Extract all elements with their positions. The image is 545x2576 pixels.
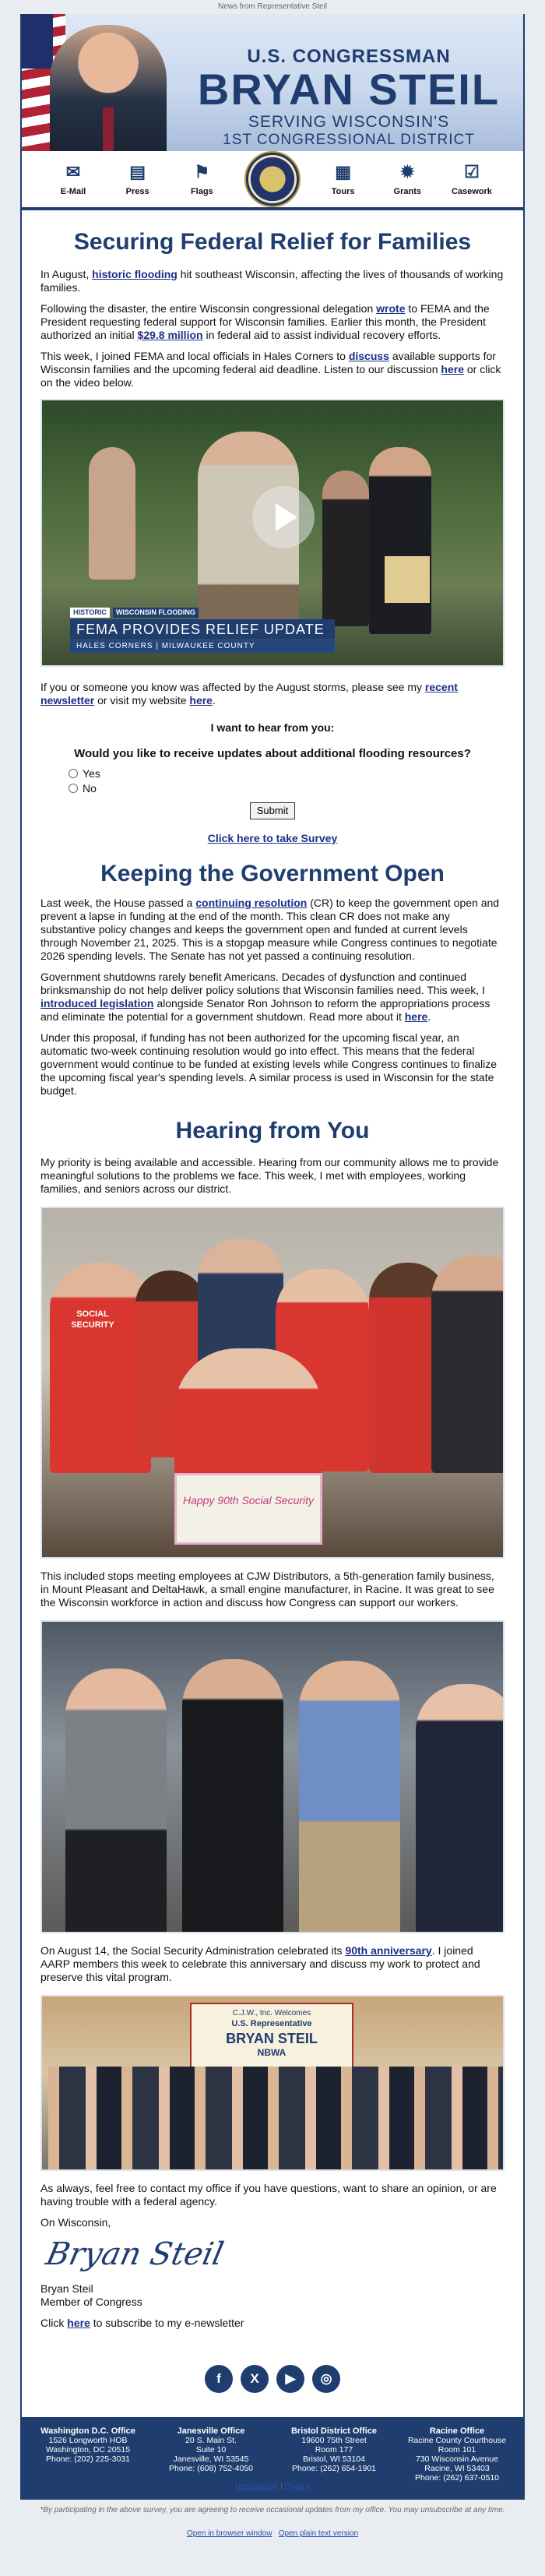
nav-tours[interactable]: ▦ Tours [322, 160, 365, 198]
video-subcaption: HALES CORNERS | MILWAUKEE COUNTY [70, 640, 335, 653]
radio-button[interactable] [69, 784, 78, 793]
open-browser-link[interactable]: Open in browser window [186, 2529, 272, 2538]
link-continuing-resolution[interactable]: continuing resolution [195, 896, 308, 909]
banner-title-line: U.S. CONGRESSMAN [247, 46, 451, 67]
paragraph: Last week, the House passed a continuing resolution (CR) to keep the government open and prevent a lapse in funding at the end of the month. This clean CR does not make any substantive policy changes and keeps the government open and funded at current levels through November 21, 2025. This is a stopgap measure while Congress continues to negotiate 2026 spending levels. The Senate has not yet passed a continuing resolution. [40, 896, 500, 962]
link-website-here[interactable]: here [189, 693, 213, 707]
section-title-hearing: Hearing from You [175, 1117, 370, 1144]
video-caption: FEMA PROVIDES RELIEF UPDATE [70, 619, 335, 640]
paragraph: In August, historic flooding hit southeast Wisconsin, affecting the lives of thousands of working families. [40, 267, 504, 294]
header-banner [22, 14, 523, 151]
link-wrote[interactable]: wrote [376, 301, 406, 315]
video-tag: HISTORIC [70, 608, 110, 618]
radio-button[interactable] [69, 769, 78, 778]
photo-factory-visit [40, 1620, 505, 1933]
welcome-sign: C.J.W., Inc. Welcomes U.S. Representative BRYAN STEIL NBWA [190, 2003, 353, 2071]
handwritten-signature: Bryan Steil [43, 2236, 227, 2273]
paragraph: Government shutdowns rarely benefit Americans. Decades of dysfunction and continued brinksmanship do not help deliver policy solutions that Wisconsin families need. This week, I introduced legislation alongside Senator Ron Johnson to reform the appropriations process and eliminate the potential for a government shutdown. Read more about it here. [40, 970, 490, 1023]
survey-option-yes[interactable]: Yes [69, 766, 505, 781]
link-discuss[interactable]: discuss [348, 349, 389, 362]
nav-flags[interactable]: ⚑ Flags [180, 160, 223, 198]
nav-press[interactable]: ▤ Press [116, 160, 160, 198]
plain-text-link[interactable]: Open plain text version [278, 2529, 359, 2538]
paragraph: My priority is being available and accessible. Hearing from our community allows me to provide meaningful solutions to the problems we face. This week, I met with employees, working families, and seniors across our district. [40, 1156, 499, 1196]
link-read-more-here[interactable]: here [404, 1010, 428, 1023]
take-survey-link[interactable]: Click here to take Survey [207, 831, 338, 844]
social-links [22, 2363, 523, 2395]
paragraph: As always, feel free to contact my office if you have questions, want to share an opinion, or are having trouble with a federal agency. [40, 2182, 497, 2208]
paragraph: This included stops meeting employees at CJW Distributors, a 5th-generation family business, in Mount Pleasant and DeltaHawk, a small engine manufacturer, in Racine. It was great to see the Wisconsin workforce in action and discuss how Congress can support our workers. [40, 1570, 494, 1609]
congressional-seal [244, 151, 301, 207]
link-90th-anniversary[interactable]: 90th anniversary [345, 1944, 432, 1958]
video-thumbnail[interactable] [40, 399, 505, 667]
paragraph: If you or someone you know was affected by the August storms, please see my recent newsletter or visit my website here. [40, 680, 458, 707]
photo-cjw-group [40, 1995, 505, 2171]
privacy-link[interactable]: Privacy [284, 2483, 311, 2491]
signature-name: Bryan Steil [40, 2282, 93, 2296]
survey-option-no[interactable]: No [69, 781, 505, 796]
video-tag: WISCONSIN FLOODING [113, 608, 199, 618]
unsubscribe-link[interactable]: Unsubscribe [234, 2483, 279, 2491]
office-racine: Racine Office Racine County Courthouse Room 101 730 Wisconsin Avenue Racine, WI 53403 Phone: (262) 637-0510 [407, 2426, 507, 2483]
paragraph: This week, I joined FEMA and local officials in Hales Corners to discuss available supports for Wisconsin families and the upcoming federal aid deadline. Listen to our discussion here or click on the video below. [40, 349, 501, 389]
paragraph: Under this proposal, if funding has not been authorized for the upcoming fiscal year, an automatic two-week continuing resolution would go into effect. This means that the federal government would continue to be funded at existing levels while Congress continues to finalize the upcoming fiscal year's spending levels. A similar process is used in Wisconsin for the state budget. [40, 1031, 498, 1097]
shirt-print: SOCIAL SECURITY [71, 1309, 114, 1330]
link-recent-newsletter[interactable]: recent newsletter [40, 680, 458, 707]
nav-email[interactable]: ✉ E-Mail [60, 162, 86, 197]
envelope-icon: ✉ [65, 162, 81, 182]
survey-disclaimer: *By participating in the above survey, you are agreeing to receive occasional updates from my office. You may unsubscribe at any time. [40, 2506, 505, 2514]
video-tags [70, 608, 199, 618]
link-historic-flooding[interactable]: historic flooding [92, 267, 178, 280]
youtube-icon[interactable]: ▶ [276, 2365, 304, 2393]
quick-links-nav [22, 151, 523, 210]
banner-serving-line: SERVING WISCONSIN'S [248, 113, 450, 131]
photo-aarp-group [40, 1207, 505, 1559]
nav-casework[interactable]: ☑ Casework [451, 162, 492, 197]
legal-footer: Unsubscribe | Privacy *By participating in the above survey, you are agreeing to receive occasional updates from my office. You may unsubscribe at any time. Open in browser window Open plain text version [0, 2482, 545, 2539]
section-title-government-open: Keeping the Government Open [100, 861, 445, 887]
closing-line: On Wisconsin, [40, 2216, 111, 2229]
paragraph: On August 14, the Social Security Administration celebrated its 90th anniversary. I joined AARP members this week to celebrate this anniversary and discuss my work to protect and preserve this vital program. [40, 1944, 480, 1984]
link-aid-amount[interactable]: $29.8 million [137, 328, 203, 341]
flag-icon: ⚑ [194, 162, 210, 182]
newspaper-icon: ▤ [129, 162, 146, 182]
subscribe-line: Click here to subscribe to my e-newsletter [40, 2317, 244, 2330]
survey-question: Would you like to receive updates about additional flooding resources? [74, 747, 471, 760]
section-title-relief: Securing Federal Relief for Families [73, 229, 472, 255]
preheader-note: News from Representative Steil [217, 2, 328, 11]
banner-name: BRYAN STEIL [197, 65, 501, 114]
link-introduced-legislation[interactable]: introduced legislation [40, 996, 154, 1010]
email-body [20, 14, 525, 2500]
survey-options [40, 766, 505, 796]
play-icon[interactable] [252, 486, 315, 548]
office-dc: Washington D.C. Office 1526 Longworth HOB Washington, DC 20515 Phone: (202) 225-3031 [40, 2426, 135, 2465]
office-bristol: Bristol District Office 19600 75th Street Room 177 Bristol, WI 53104 Phone: (262) 654-1901 [290, 2426, 378, 2474]
paragraph: Following the disaster, the entire Wisconsin congressional delegation wrote to FEMA and the President requesting federal support for Wisconsin families. Earlier this month, the President authorized an initial $29.8 million in federal aid to assist individual recovery efforts. [40, 301, 490, 341]
lightbulb-icon: ✹ [400, 162, 415, 182]
birthday-cake: Happy 90th Social Security [174, 1473, 322, 1545]
link-here-discussion[interactable]: here [441, 362, 464, 375]
survey-heading: I want to hear from you: [210, 721, 335, 734]
facebook-icon[interactable]: f [205, 2365, 233, 2393]
signature-title: Member of Congress [40, 2296, 142, 2309]
map-icon: ▦ [335, 162, 352, 182]
banner-district-line: 1ST CONGRESSIONAL DISTRICT [223, 132, 475, 148]
instagram-icon[interactable]: ◎ [312, 2365, 340, 2393]
office-janesville: Janesville Office 20 S. Main St. Suite 10 Janesville, WI 53545 Phone: (608) 752-4050 [169, 2426, 253, 2474]
checklist-icon: ☑ [464, 162, 480, 182]
subscribe-link[interactable]: here [67, 2317, 90, 2330]
survey-submit-button[interactable]: Submit [250, 802, 295, 819]
nav-grants[interactable]: ✹ Grants [393, 162, 422, 197]
x-icon[interactable]: X [241, 2365, 269, 2393]
